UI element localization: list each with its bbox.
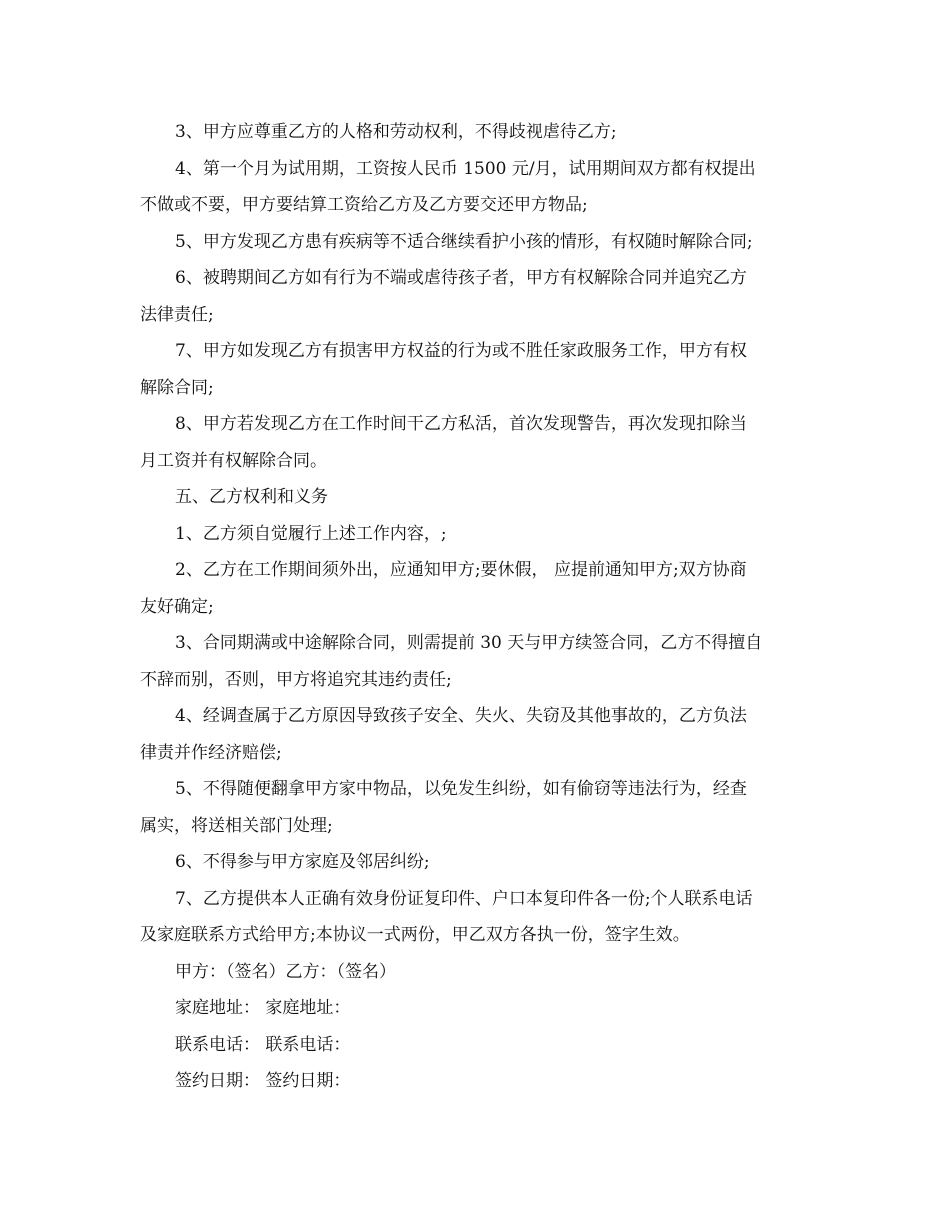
phone-line xyxy=(140,1027,820,1064)
clause-b-6 xyxy=(140,844,820,881)
text-line: 2、乙方在工作期间须外出，应通知甲方;要休假， 应提前通知甲方;双方协商 xyxy=(175,560,747,580)
text-line: 6、被聘期间乙方如有行为不端或虐待孩子者，甲方有权解除合同并追究乙方 xyxy=(175,268,747,288)
address-line xyxy=(140,990,820,1027)
text-line: 7、乙方提供本人正确有效身份证复印件、户口本复印件各一份;个人联系电话 xyxy=(175,888,753,909)
text-line: 律责并作经济赔偿; xyxy=(140,742,282,763)
text-line: 8、甲方若发现乙方在工作时间干乙方私活，首次发现警告，再次发现扣除当 xyxy=(175,414,747,434)
text-line: 6、不得参与甲方家庭及邻居纠纷; xyxy=(175,852,430,872)
text-line: 5、不得随便翻拿甲方家中物品，以免发生纠纷，如有偷窃等违法行为，经查 xyxy=(175,779,747,799)
signature-line xyxy=(140,954,820,991)
clause-a-5 xyxy=(140,224,820,261)
clause-a-3 xyxy=(140,114,820,151)
clause-a-4 xyxy=(140,151,820,224)
text-line: 3、甲方应尊重乙方的人格和劳动权利，不得歧视虐待乙方; xyxy=(175,122,617,142)
text-line: 及家庭联系方式给甲方;本协议一式两份，甲乙双方各执一份，签字生效。 xyxy=(140,925,690,945)
text-line: 3、合同期满或中途解除合同，则需提前 30 天与甲方续签合同，乙方不得擅自 xyxy=(175,633,763,653)
clause-b-1 xyxy=(140,516,820,553)
text-line: 不辞而别，否则，甲方将追究其违约责任; xyxy=(140,669,452,690)
text-line: 解除合同; xyxy=(140,377,214,398)
text-line: 法律责任; xyxy=(140,304,214,325)
clause-b-2 xyxy=(140,552,820,625)
text-line: 甲方：（签名）乙方：（签名） xyxy=(175,961,396,982)
text-line: 月工资并有权解除合同。 xyxy=(140,450,327,471)
date-line xyxy=(140,1063,820,1100)
text-line: 五、乙方权利和义务 xyxy=(175,487,328,507)
text-line: 5、甲方发现乙方患有疾病等不适合继续看护小孩的情形，有权随时解除合同; xyxy=(175,231,753,252)
clause-a-8 xyxy=(140,406,820,479)
text-line: 不做或不要，甲方要结算工资给乙方及乙方要交还甲方物品; xyxy=(140,195,588,215)
text-line: 签约日期： 签约日期： xyxy=(175,1071,351,1091)
clause-a-6 xyxy=(140,260,820,333)
section-heading-b-rights xyxy=(140,479,820,516)
clause-b-7 xyxy=(140,881,820,954)
document-body xyxy=(140,114,820,1100)
text-line: 4、经调查属于乙方原因导致孩子安全、失火、失窃及其他事故的，乙方负法 xyxy=(175,706,747,726)
text-line: 1、乙方须自觉履行上述工作内容，; xyxy=(175,523,447,544)
clause-b-5 xyxy=(140,771,820,844)
text-line: 友好确定; xyxy=(140,596,214,617)
clause-b-4 xyxy=(140,698,820,771)
text-line: 属实，将送相关部门处理; xyxy=(140,815,333,836)
clause-b-3 xyxy=(140,625,820,698)
text-line: 联系电话： 联系电话： xyxy=(175,1034,351,1055)
text-line: 4、第一个月为试用期，工资按人民币 1500 元/月，试用期间双方都有权提出 xyxy=(175,158,756,179)
text-line: 家庭地址： 家庭地址： xyxy=(175,998,351,1018)
clause-a-7 xyxy=(140,333,820,406)
text-line: 7、甲方如发现乙方有损害甲方权益的行为或不胜任家政服务工作，甲方有权 xyxy=(175,341,747,361)
